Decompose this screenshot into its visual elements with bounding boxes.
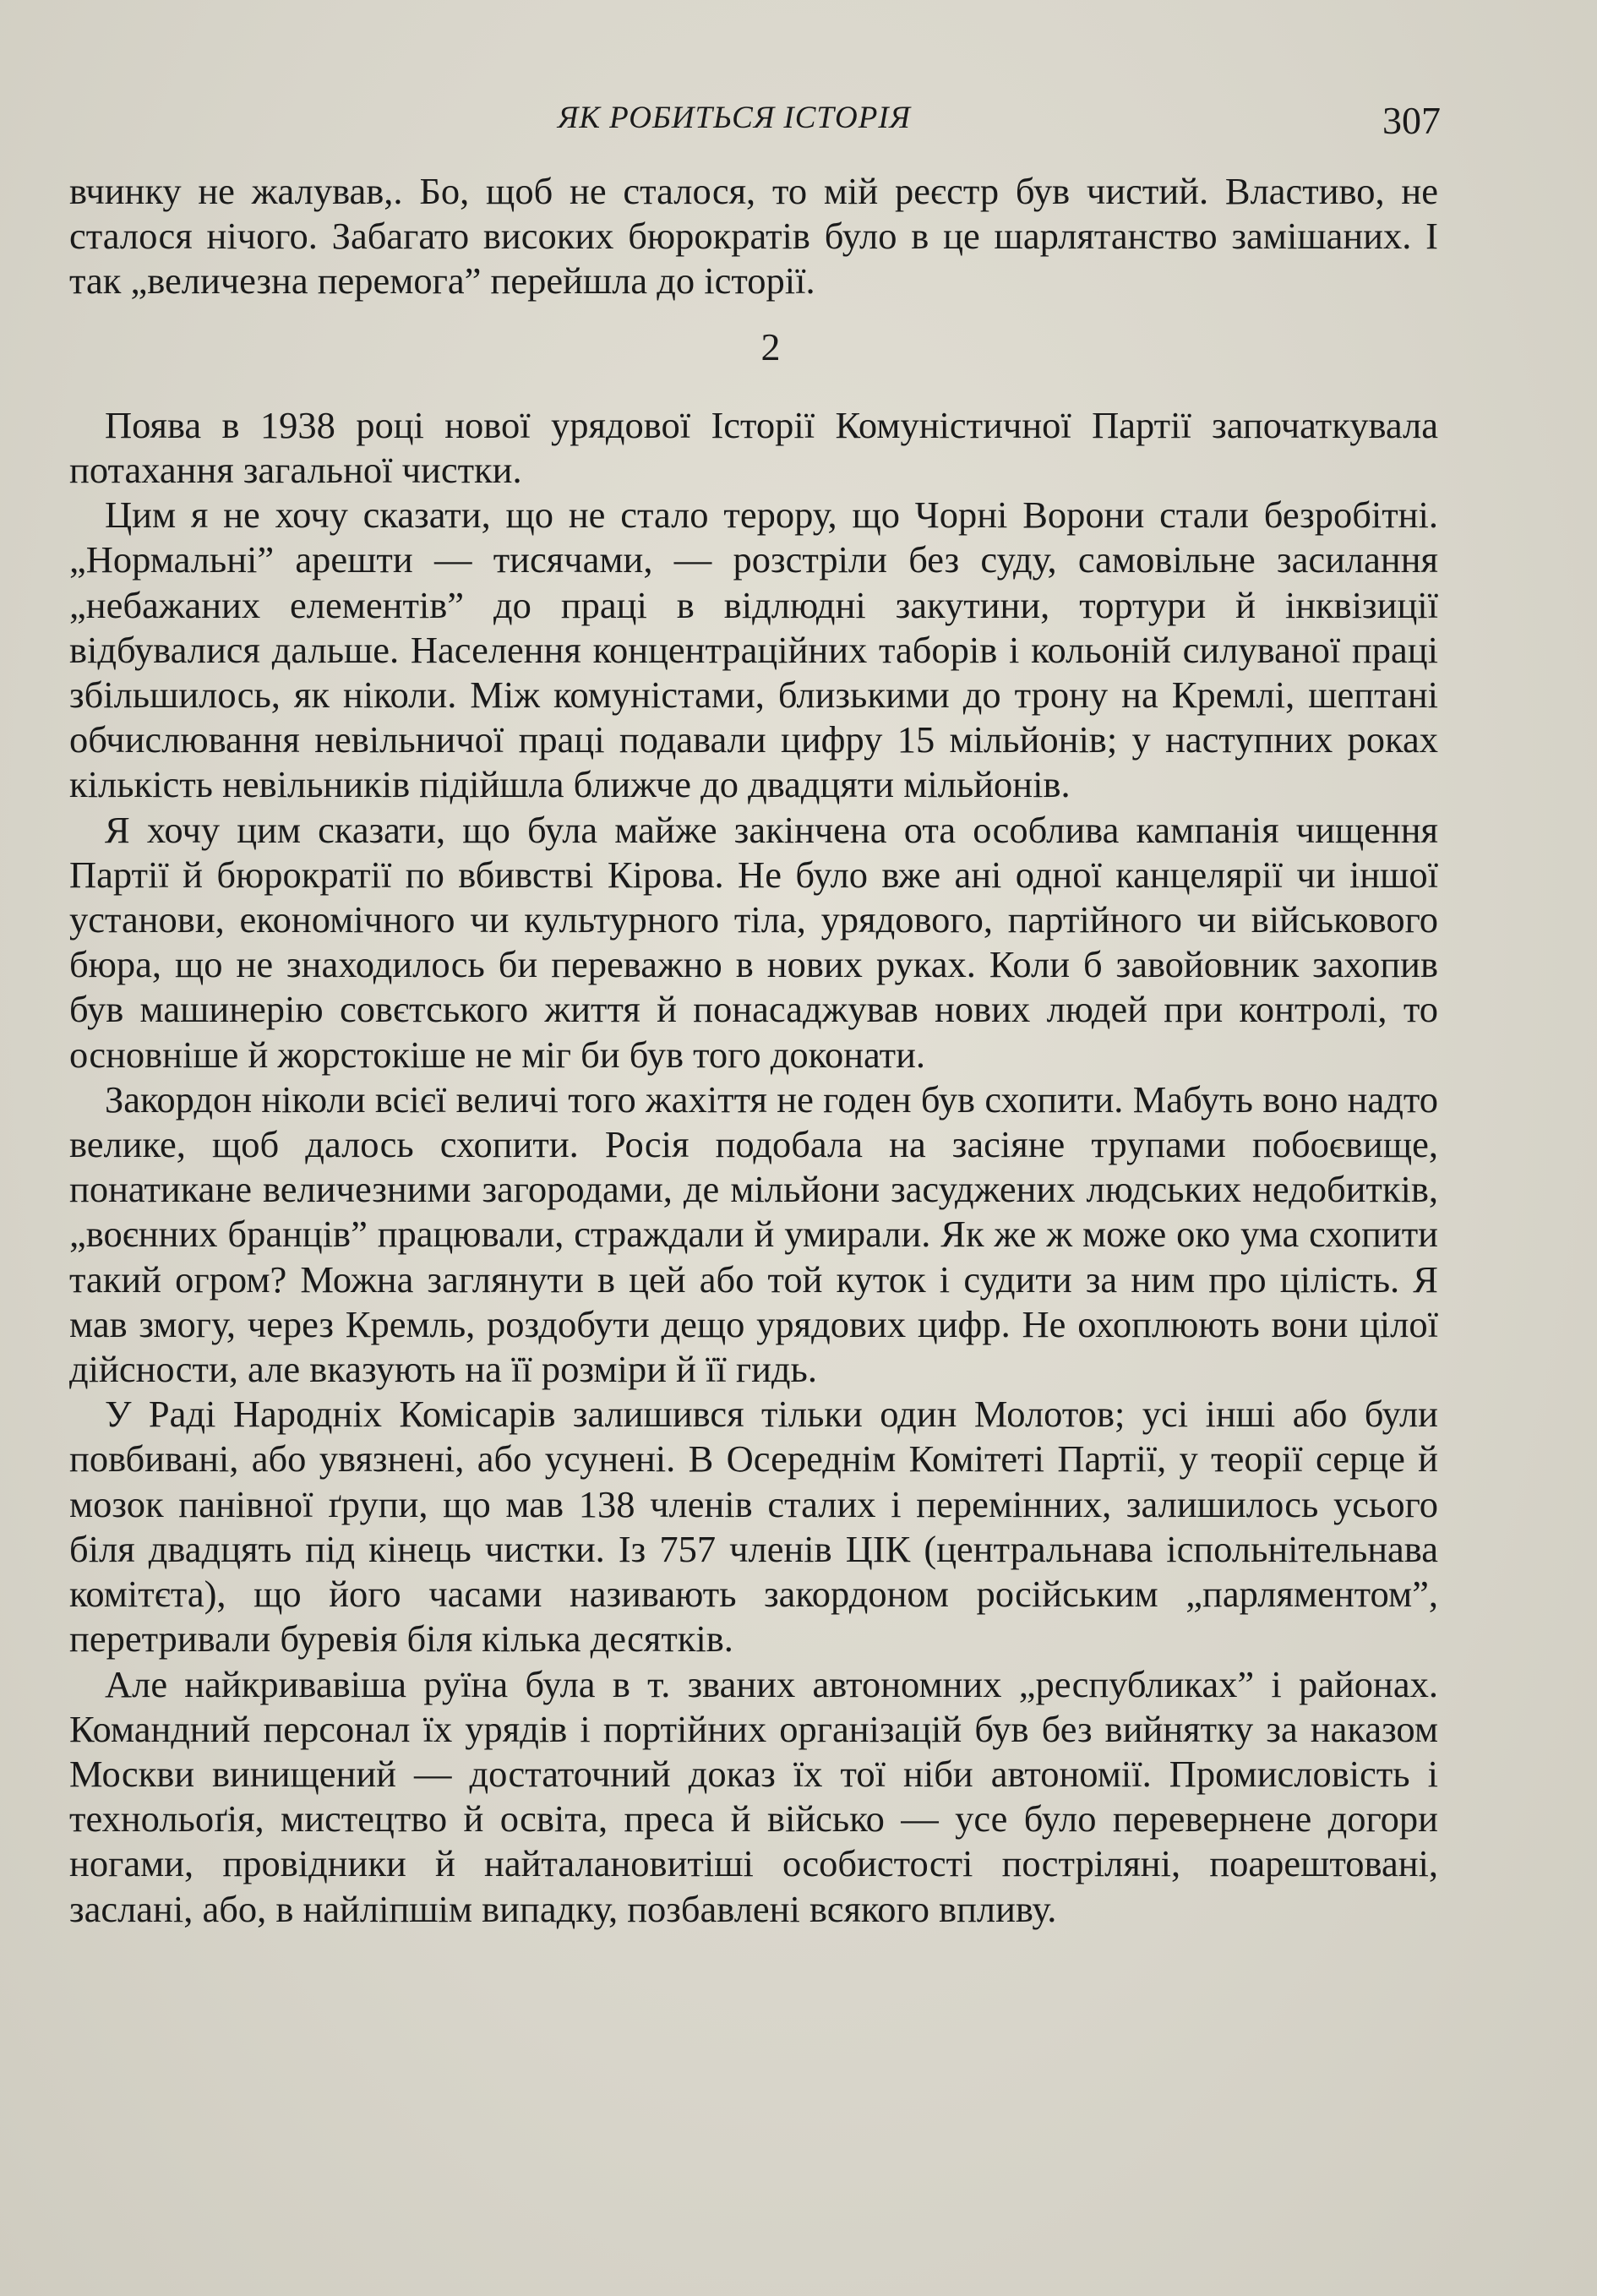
body-text [69,169,1438,1932]
running-title: ЯК РОБИТЬСЯ ІСТОРІЯ [558,101,911,135]
page-number: 307 [1382,99,1441,142]
paragraph: Закордон ніколи всієї величі того жахіття не годен був схопити. Мабуть воно надто велике, щоб далось схопити. Росія подобала на засіяне трупами побоєвище, понатикане величезними загородами, де мільйони засуджених людських недобитків, „воєнних бранців” працювали, страждали й умирали. Як же ж може око ума схопити такий огром? Можна заглянути в цей або той куток і судити за ним про цілість. Я мав змогу, через Кремль, роздобути дещо урядових цифр. Не охоплюють вони цілої дійсности, але вказують на її розміри й її гидь. [69,1077,1438,1391]
paragraph: Я хочу цим сказати, що була майже закінчена ота особлива кампанія чищення Партії й бюрократії по вбивстві Кірова. Не було вже ані одної канцелярії чи іншої установи, економічного чи культурного тіла, урядового, партійного чи військового бюра, що не знаходилось би переважно в нових руках. Коли б завойовник захопив був машинерію совєтського життя й понасаджував нових людей при контролі, то основніше й жорстокіше не міг би був того доконати. [69,808,1438,1076]
running-header [0,100,1597,150]
paragraph: Поява в 1938 році нової урядової Історії Комуністичної Партії започаткувала потахання загальної чистки. [69,403,1438,492]
paragraph: Але найкривавіша руїна була в т. званих автономних „республиках” і районах. Командний персонал їх урядів і портійних організацій був без вийнятку за наказом Москви винищений — достаточний доказ їх тої ніби автономії. Промисловість і технольоґія, мистецтво й освіта, преса й військо — усе було перевернене догори ногами, провідники й найталановитіші особистості постріляні, поарештовані, заслані, або, в найліпшім випадку, позбавлені всякого впливу. [69,1662,1438,1930]
opening-paragraph: вчинку не жалував,. Бо, щоб не сталося, то мій реєстр був чистий. Властиво, не сталося нічого. Забагато високих бюрократів було в це шарлятанство замішаних. І так „величезна перемога” перейшла до історії. [69,170,1438,303]
section-number: 2 [760,324,781,368]
paragraph: Цим я не хочу сказати, що не стало терору, що Чорні Ворони стали безробітні. „Нормальні” арешти — тисячами, — розстріли без суду, самовільне засилання „небажаних елементів” до праці в відлюдні закутини, тортури й інквізиції відбувалися дальше. Населення концентраційних таборів і кольоній силуваної праці збільшилось, як ніколи. Між комуністами, близькими до трону на Кремлі, шептані обчислювання невільничої праці подавали цифру 15 мільйонів; у наступних роках кількість невільників підійшла ближче до двадцяти мільйонів. [69,494,1438,806]
paragraph: У Раді Народніх Комісарів залишився тільки один Молотов; усі інші або були повбивані, або увязнені, або усунені. В Осереднім Комітеті Партії, у теорії серце й мозок панівної ґрупи, що мав 138 членів сталих і перемінних, залишилось усього біля двадцять під кінець чистки. Із 757 членів ЦІК (центральнава іспольнітельнава комітєта), що його часами називають закордоном російським „парляментом”, перетривали буревія біля кілька десятків. [69,1393,1438,1661]
